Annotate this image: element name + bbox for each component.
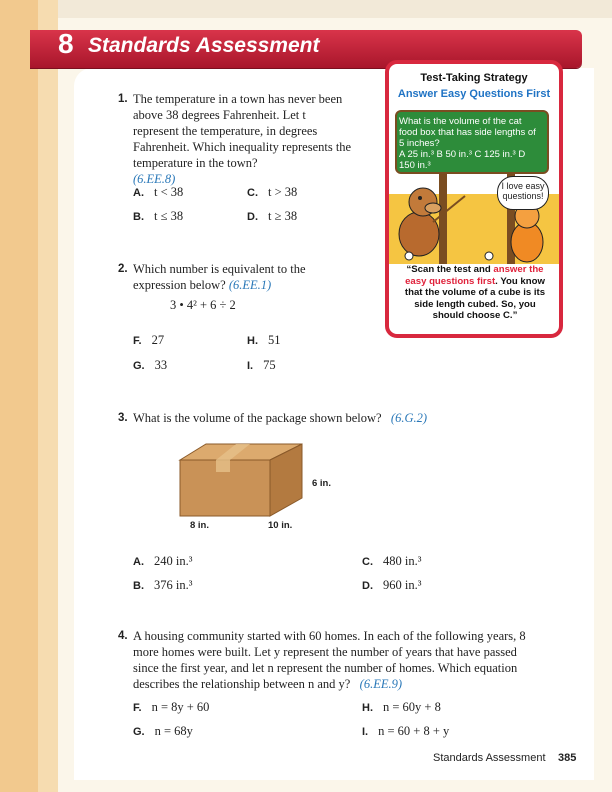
option-letter: G. bbox=[133, 726, 145, 738]
question-2-option[interactable] bbox=[133, 333, 164, 348]
question-2-standard: (6.EE.1) bbox=[228, 278, 272, 292]
quote-part-2: . You know that the volume of a cube is its side length cubed. So, you should choose C.” bbox=[404, 275, 546, 321]
question-1-option[interactable] bbox=[247, 209, 297, 224]
option-letter: C. bbox=[247, 187, 258, 199]
dimension-height: 6 in. bbox=[312, 478, 332, 489]
chapter-number: 8 bbox=[58, 28, 74, 59]
question-2-option[interactable] bbox=[133, 358, 167, 373]
option-text: n = 60 + 8 + y bbox=[378, 724, 450, 738]
option-text: n = 60y + 8 bbox=[383, 700, 441, 714]
option-letter: I. bbox=[362, 726, 369, 738]
question-1-number: 1. bbox=[118, 93, 128, 105]
card-subheading: Answer Easy Questions First bbox=[397, 88, 551, 100]
chalkboard-choice: D 150 in.³ bbox=[399, 149, 526, 171]
page-title: Standards Assessment bbox=[88, 34, 320, 57]
page-number: 385 bbox=[558, 752, 577, 764]
question-1-text bbox=[133, 91, 353, 187]
question-3-option[interactable] bbox=[362, 578, 421, 593]
option-letter: B. bbox=[133, 580, 144, 592]
option-text: t > 38 bbox=[268, 185, 298, 199]
option-text: t ≥ 38 bbox=[268, 209, 298, 223]
question-4-standard: (6.EE.9) bbox=[359, 677, 403, 691]
option-text: n = 68y bbox=[154, 724, 193, 738]
question-3-option[interactable] bbox=[133, 554, 192, 569]
question-3-text bbox=[133, 410, 533, 426]
question-2-expression: 3 • 4² + 6 ÷ 2 bbox=[170, 298, 236, 312]
option-text: 51 bbox=[268, 333, 281, 347]
side-tab-inner bbox=[0, 0, 38, 792]
question-1-option[interactable] bbox=[247, 185, 297, 200]
option-letter: H. bbox=[362, 702, 373, 714]
card-heading: Test-Taking Strategy bbox=[420, 72, 528, 84]
option-letter: A. bbox=[133, 556, 144, 568]
option-text: 33 bbox=[154, 358, 168, 372]
question-2-stem: Which number is equivalent to the expression below? bbox=[133, 262, 306, 292]
dimension-depth: 8 in. bbox=[190, 520, 210, 531]
option-letter: A. bbox=[133, 187, 144, 199]
option-text: 376 in.³ bbox=[154, 578, 193, 592]
question-3-number: 3. bbox=[118, 412, 128, 424]
question-4-text bbox=[133, 628, 528, 692]
chalkboard-question: What is the volume of the cat food box that has side lengths of 5 inches? bbox=[399, 116, 536, 149]
question-1-option[interactable] bbox=[133, 185, 183, 200]
package-box-icon bbox=[176, 440, 316, 520]
option-letter: F. bbox=[133, 702, 142, 714]
chalkboard-choice: A 25 in.³ bbox=[399, 149, 434, 160]
question-1-standard: (6.EE.8) bbox=[133, 172, 176, 186]
question-2-option[interactable] bbox=[247, 333, 281, 348]
footer-label: Standards Assessment bbox=[433, 752, 546, 764]
flower-icon bbox=[485, 252, 493, 260]
chalkboard-choice: C 125 in.³ bbox=[474, 149, 516, 160]
question-4-option[interactable] bbox=[362, 700, 441, 715]
option-letter: H. bbox=[247, 335, 258, 347]
question-4-stem: A housing community started with 60 homes. In each of the following years, 8 more homes were built. Let y represent the number of years that have passed since the first year, and let n represent the number of homes. Which equation describes the relationship between n and y? bbox=[133, 629, 526, 691]
quote-highlight: answer the easy questions first bbox=[405, 264, 544, 287]
option-text: 960 in.³ bbox=[383, 578, 422, 592]
strategy-card bbox=[385, 60, 563, 338]
question-4-option[interactable] bbox=[133, 700, 209, 715]
flower-icon bbox=[405, 252, 413, 260]
top-strip bbox=[0, 0, 612, 18]
option-letter: D. bbox=[247, 211, 258, 223]
question-2-option[interactable] bbox=[247, 358, 276, 373]
option-text: t ≤ 38 bbox=[154, 209, 184, 223]
option-text: 480 in.³ bbox=[383, 554, 422, 568]
option-letter: I. bbox=[247, 360, 254, 372]
question-4-number: 4. bbox=[118, 630, 128, 642]
option-letter: G. bbox=[133, 360, 145, 372]
option-letter: C. bbox=[362, 556, 373, 568]
question-3-option[interactable] bbox=[362, 554, 421, 569]
question-3-standard: (6.G.2) bbox=[390, 411, 428, 425]
option-text: 240 in.³ bbox=[154, 554, 193, 568]
question-4-option[interactable] bbox=[362, 724, 449, 739]
option-letter: B. bbox=[133, 211, 144, 223]
chalkboard-text bbox=[399, 116, 541, 171]
question-2-number: 2. bbox=[118, 263, 128, 275]
option-letter: D. bbox=[362, 580, 373, 592]
option-text: n = 8y + 60 bbox=[151, 700, 210, 714]
option-text: t < 38 bbox=[154, 185, 184, 199]
option-text: 75 bbox=[263, 358, 276, 372]
speech-bubble: I love easy questions! bbox=[497, 176, 549, 210]
question-3-stem: What is the volume of the package shown below? bbox=[133, 411, 382, 425]
question-4-option[interactable] bbox=[133, 724, 193, 739]
option-letter: F. bbox=[133, 335, 142, 347]
question-2-text bbox=[133, 261, 333, 293]
quote-part-1: “Scan the test and bbox=[406, 264, 494, 275]
option-text: 27 bbox=[151, 333, 165, 347]
dimension-width: 10 in. bbox=[268, 520, 293, 531]
question-3-option[interactable] bbox=[133, 578, 192, 593]
card-quote bbox=[399, 264, 551, 322]
question-1-stem: The temperature in a town has never been above 38 degrees Fahrenheit. Let t represent the temperature, in degrees Fahrenheit. Which inequality represents the temperature in the town? bbox=[133, 92, 352, 170]
chalkboard-choice: B 50 in.³ bbox=[436, 149, 472, 160]
question-1-option[interactable] bbox=[133, 209, 183, 224]
